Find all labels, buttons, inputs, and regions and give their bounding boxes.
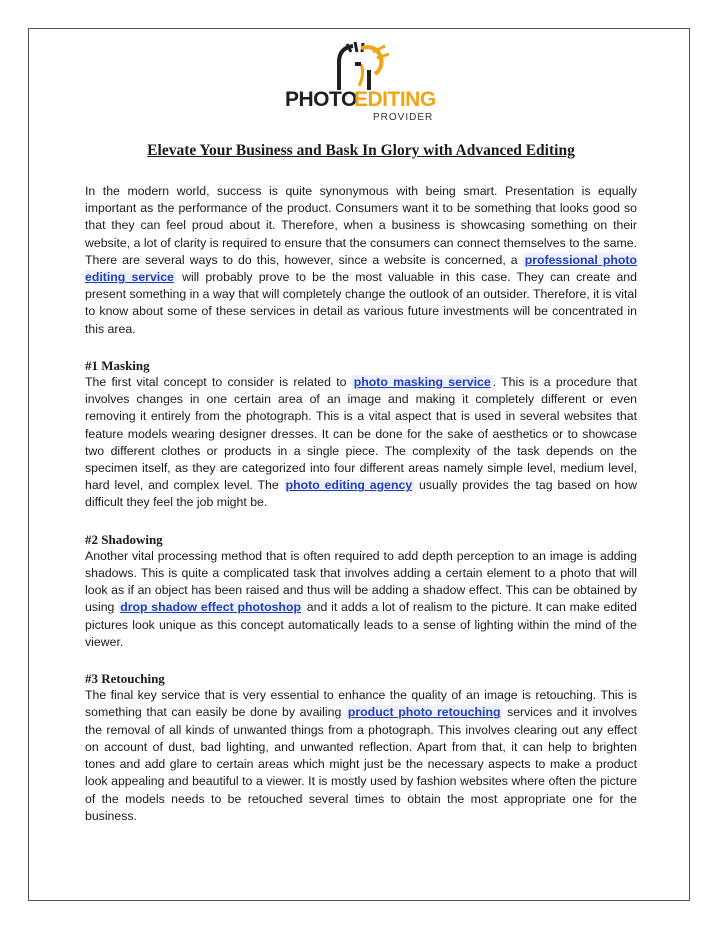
intro-paragraph: [85, 183, 637, 338]
section-paragraph: [85, 548, 637, 651]
section-retouching: [85, 670, 637, 825]
logo-word-photo: PHOTO: [285, 88, 357, 111]
article-title: Elevate Your Business and Bask In Glory with Advanced Editing: [147, 142, 575, 159]
paragraph-text: and it adds a lot of realism to the picture. It can make edited pictures look unique as this concept automatically leads to a sense of lighting within the mind of the viewer.: [85, 600, 637, 649]
paragraph-text: Another vital processing method that is often required to add depth perception to an image is adding shadows. This is quite a complicated task that involves adding a certain element to a photo that will look as if an object has been raised and thus will be adding a shadow effect. This can be obtained by using: [85, 548, 637, 615]
paragraph-text: services and it involves the removal of all kinds of unwanted things from a photograph. This involves clearing out any effect on account of dust, bad lighting, and unwanted reflection. Apart from that, it can help to brighten tones and add glare to certain areas which might just be the necessary aspects to make a product look appealing and beautiful to a viewer. It is mostly used by fashion websites where often the picture of the models needs to be retouched several times to obtain the most appropriate one for the business.: [85, 705, 637, 823]
section-shadowing: [85, 531, 637, 651]
paragraph-text: . This is a procedure that involves changes in one certain area of an image and making it completely different or even removing it entirely from the photograph. This is a vital aspect that is used in several websites that feature models wearing designer dresses. It can be done for the sake of aesthetics or to showcase two different clothes or products in a single piece. The complexity of the task depends on the specimen itself, as they are categorized into four different areas namely simple level, medium level, hard level, and complex level. The: [85, 375, 638, 493]
drop-shadow-link[interactable]: drop shadow effect photoshop: [120, 600, 301, 615]
section-paragraph: [85, 374, 637, 512]
paragraph-text: The first vital concept to consider is related to: [85, 375, 352, 390]
photo-editing-agency-link[interactable]: photo editing agency: [285, 478, 413, 493]
company-logo: [285, 40, 435, 126]
section-masking: [85, 357, 637, 512]
logo-face-icon: [325, 40, 395, 92]
intro-text-1: In the modern world, success is quite synonymous with being smart. Presentation is equally important as the performance of the product. Consumers want it to be something that looks good so that they can feel proud about it. Therefore, when a business is showcasing something on their website, a lot of clarity is required to ensure that the consumers can connect themselves to the same. There are several ways to do this, however, since a website is concerned, a: [85, 184, 637, 267]
logo-word-editing: EDITING: [354, 88, 436, 111]
professional-photo-editing-link[interactable]: professional photo editing service: [85, 252, 637, 285]
logo-word-provider: PROVIDER: [373, 112, 434, 123]
intro-text-2: will probably prove to be the most valuable in this case. They can create and present something in a way that will completely change the outlook of an outsider. Therefore, it is vital to know about some of these services in detail as various future investments will be concentrated in this area.: [85, 270, 637, 336]
paragraph-text: usually provides the tag based on how difficult they feel the job might be.: [85, 478, 637, 510]
section-heading: #3 Retouching: [85, 671, 165, 687]
photo-masking-link[interactable]: photo masking service: [353, 375, 491, 390]
section-heading: #2 Shadowing: [85, 531, 163, 547]
paragraph-text: The final key service that is very essential to enhance the quality of an image is retouching. This is something that can easily be done by availing: [85, 688, 637, 720]
section-heading: #1 Masking: [85, 357, 150, 373]
article: [85, 142, 637, 825]
section-paragraph: [85, 687, 637, 825]
product-photo-retouching-link[interactable]: product photo retouching: [347, 705, 501, 720]
